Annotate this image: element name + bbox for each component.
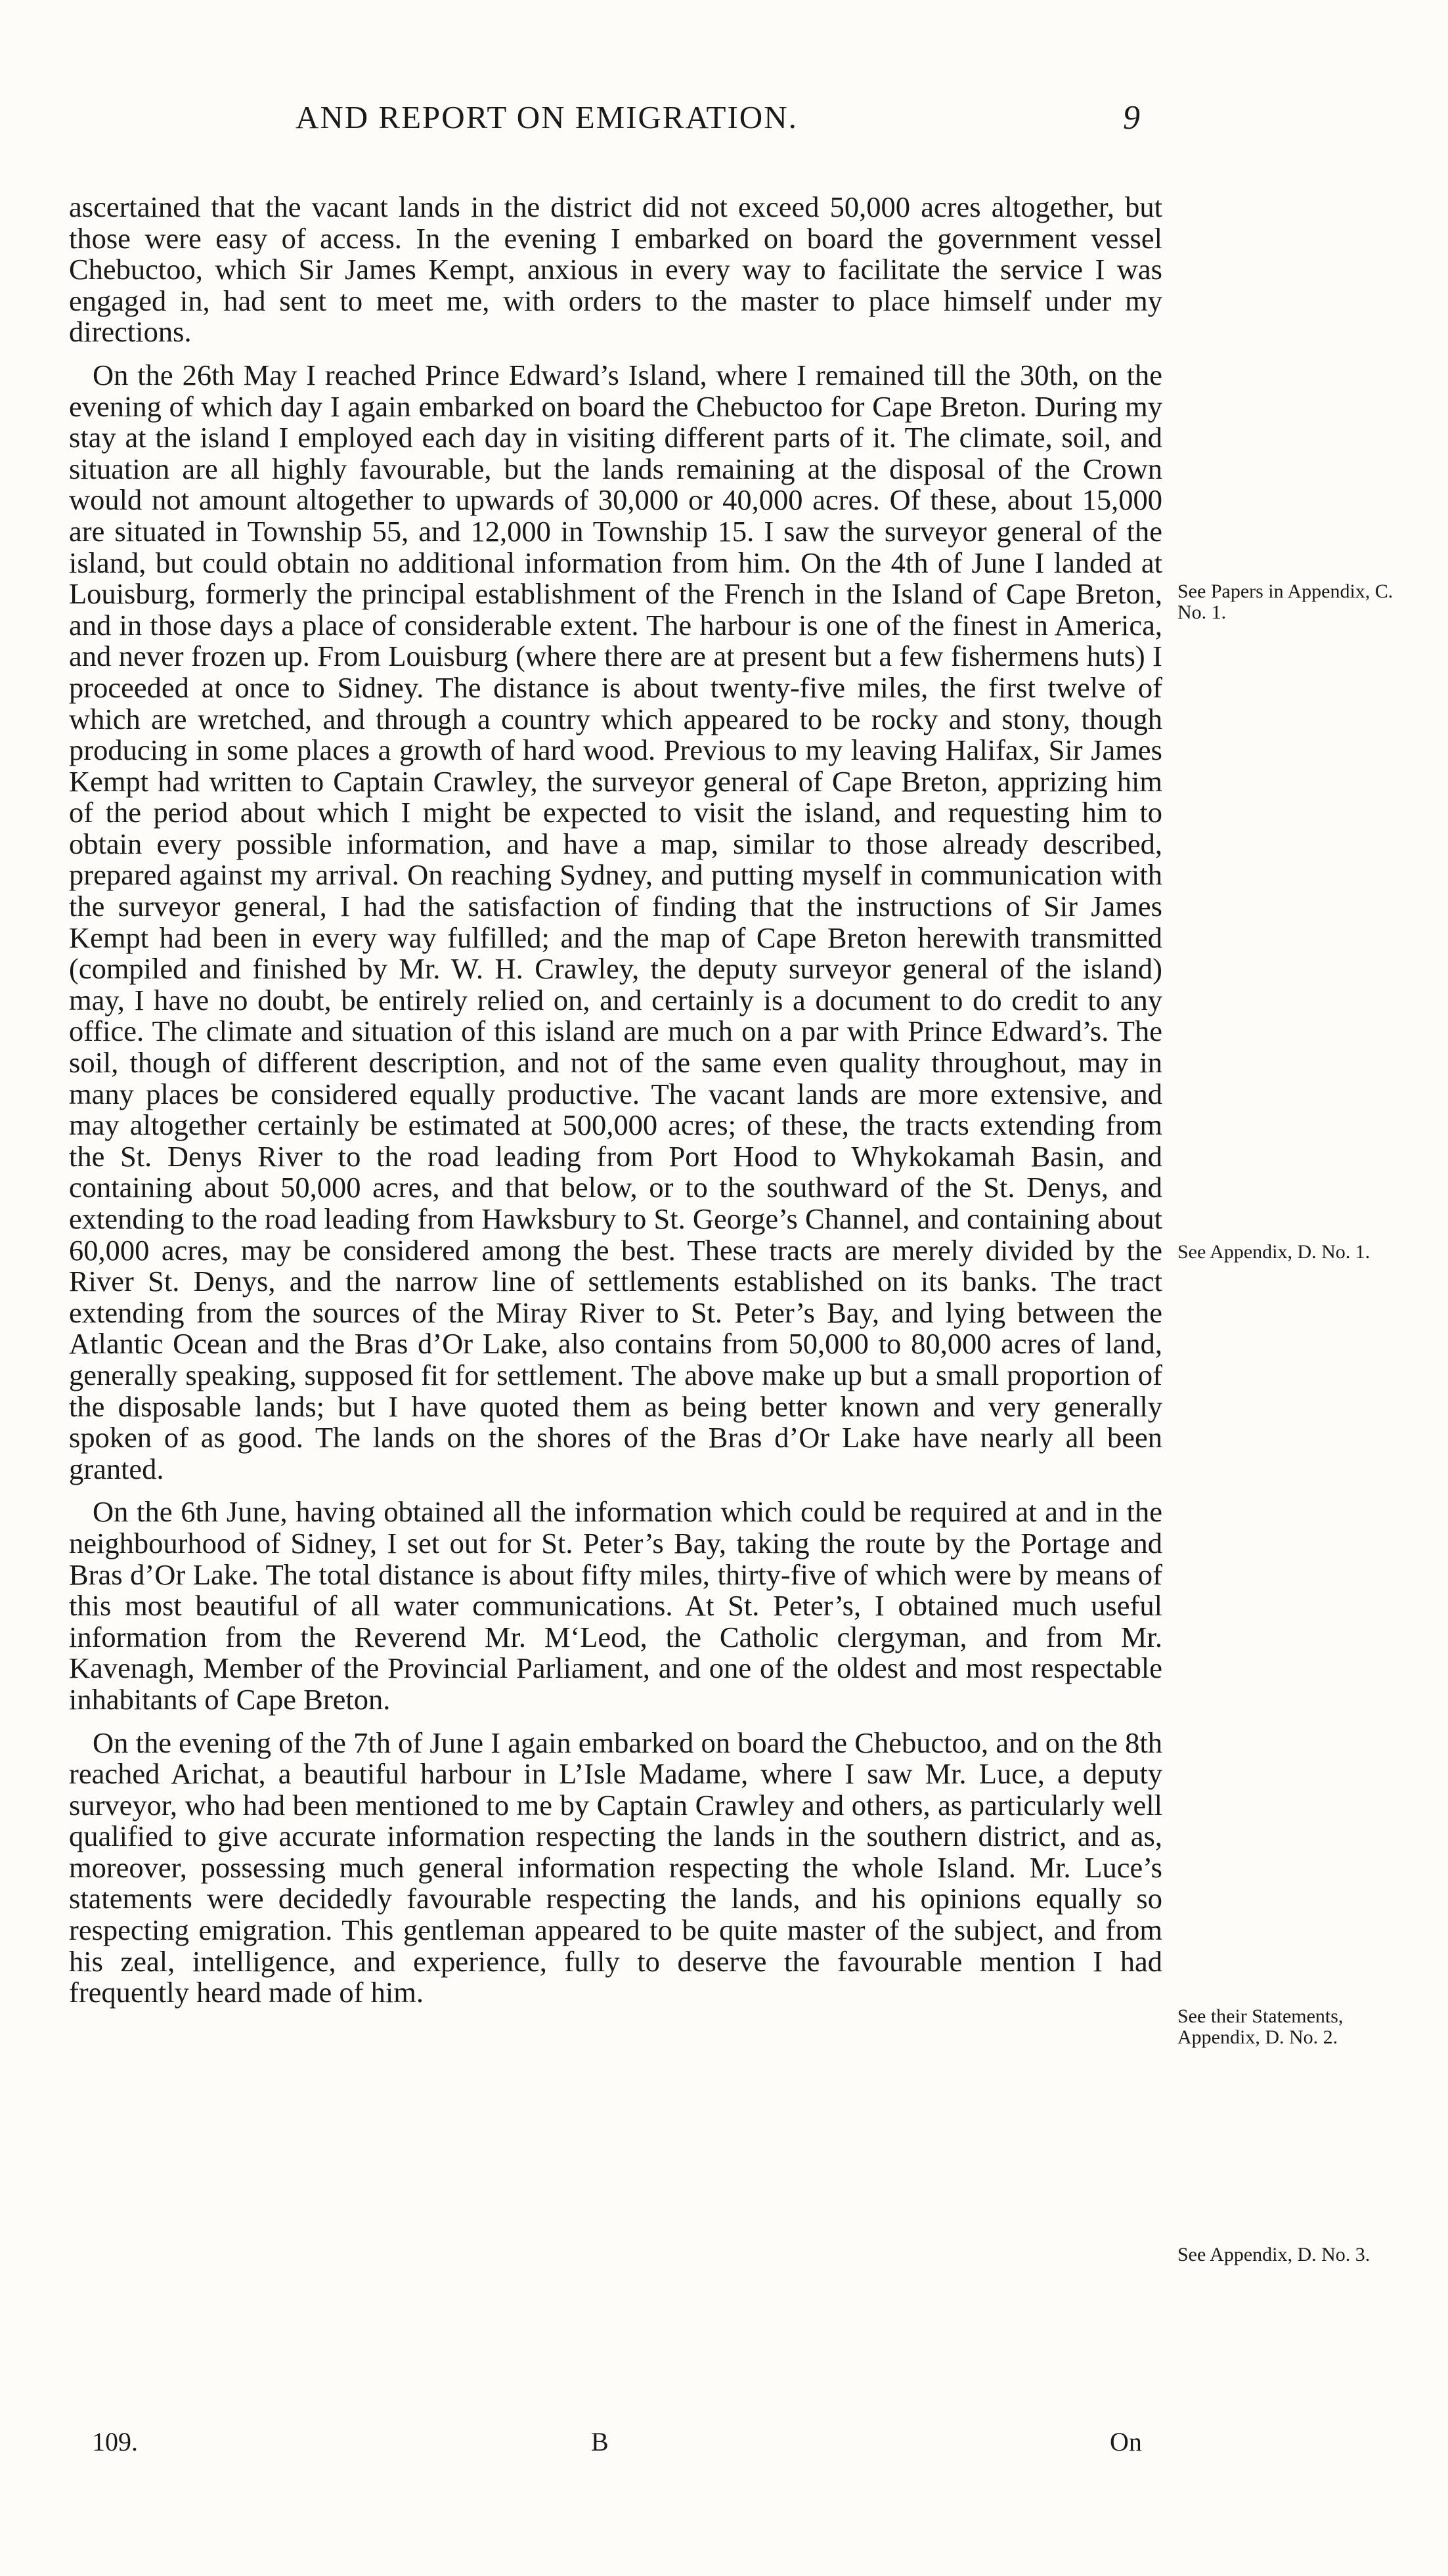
margin-note-appendix-d-2: See their Statements, Appendix, D. No. 2. (1177, 2005, 1344, 2048)
paragraph-1: ascertained that the vacant lands in the district did not exceed 50,000 acres altogether, but those were easy of access. In the evening I embarked on board the government vessel Chebuctoo, which Sir James Kempt, anxious in every way to facilitate the service I was engaged in, had sent to meet me, with orders to the master to place himself under my directions. (69, 190, 1162, 349)
margin-note-appendix-c-1: See Papers in Appendix, C. No. 1. (1177, 580, 1393, 623)
signature-mark: B (591, 2427, 609, 2456)
page-footer (0, 2426, 1448, 2466)
catchword: On (1110, 2427, 1142, 2456)
margin-note-appendix-d-1: See Appendix, D. No. 1. (1177, 1241, 1371, 1263)
margin-note-appendix-d-3: See Appendix, D. No. 3. (1177, 2244, 1371, 2265)
page-number: 9 (1123, 99, 1140, 137)
paragraph-3: On the 6th June, having obtained all the information which could be required at and in the neighbourhood of Sidney, I set out for St. Peter’s Bay, taking the route by the Portage and Bras d’Or Lake. The total distance is about fifty miles, thirty-five of which were by means of this most beautiful of all water communications. At St. Peter’s, I obtained much useful information from the Reverend Mr. M‘Leod, the Catholic clergyman, and from Mr. Kavenagh, Member of the Provincial Parliament, and one of the oldest and most respectable inhabitants of Cape Breton. (69, 1495, 1162, 1716)
body-text (69, 192, 1162, 2020)
page-header (0, 98, 1448, 151)
signature-mark-left: 109. (92, 2427, 138, 2456)
running-title: AND REPORT ON EMIGRATION. (296, 99, 798, 135)
paragraph-2: On the 26th May I reached Prince Edward’s Island, where I remained till the 30th, on the evening of which day I again embarked on board the Chebuctoo for Cape Breton. During my stay at the island I employed each day in visiting different parts of it. The climate, soil, and situation are all highly favourable, but the lands remaining at the disposal of the Crown would not amount altogether to upwards of 30,000 or 40,000 acres. Of these, about 15,000 are situated in Township 55, and 12,000 in Township 15. I saw the surveyor general of the island, but could obtain no additional information from him. On the 4th of June I landed at Louisburg, formerly the principal establishment of the French in the Island of Cape Breton, and in those days a place of considerable extent. The harbour is one of the finest in America, and never frozen up. From Louisburg (where there are at present but a few fishermens huts) I proceeded at once to Sidney. The distance is about twenty-five miles, the first twelve of which are wretched, and through a country which appeared to be rocky and stony, though producing in some places a growth of hard wood. Previous to my leaving Halifax, Sir James Kempt had written to Captain Crawley, the surveyor general of Cape Breton, apprizing him of the period about which I might be expected to visit the island, and requesting him to obtain every possible information, and have a map, similar to those already described, prepared against my arrival. On reaching Sydney, and putting myself in communication with the surveyor general, I had the satisfaction of finding that the instructions of Sir James Kempt had been in every way fulfilled; and the map of Cape Breton herewith transmitted (compiled and finished by Mr. W. H. Crawley, the deputy surveyor general of the island) may, I have no doubt, be entirely relied on, and certainly is a document to do credit to any office. The climate and situation of this island are much on a par with Prince Edward’s. The soil, though of different description, and not of the same even quality throughout, may in many places be considered equally productive. The vacant lands are more extensive, and may altogether certainly be estimated at 500,000 acres; of these, the tracts extending from the St. Denys River to the road leading from Port Hood to Whykokamah Basin, and containing about 50,000 acres, and that below, or to the southward of the St. Denys, and extending to the road leading from Hawksbury to St. George’s Channel, and containing about 60,000 acres, may be considered among the best. These tracts are merely divided by the River St. Denys, and the narrow line of settlements established on its banks. The tract extending from the sources of the Miray River to St. Peter’s Bay, and lying between the Atlantic Ocean and the Bras d’Or Lake, also contains from 50,000 to 80,000 acres of land, generally speaking, supposed fit for settlement. The above make up but a small proportion of the disposable lands; but I have quoted them as being better known and very generally spoken of as good. The lands on the shores of the Bras d’Or Lake have nearly all been granted. (69, 358, 1162, 1485)
paragraph-4: On the evening of the 7th of June I again embarked on board the Chebuctoo, and on the 8th reached Arichat, a beautiful harbour in L’Isle Madame, where I saw Mr. Luce, a deputy surveyor, who had been mentioned to me by Captain Crawley and others, as particularly well qualified to give accurate information respecting the lands in the southern district, and as, moreover, possessing much general information respecting the whole Island. Mr. Luce’s statements were decidedly favourable respecting the lands, and his opinions equally so respecting emigration. This gentleman appeared to be quite master of the subject, and from his zeal, intelligence, and experience, fully to deserve the favourable mention I had frequently heard made of him. (69, 1726, 1162, 2009)
